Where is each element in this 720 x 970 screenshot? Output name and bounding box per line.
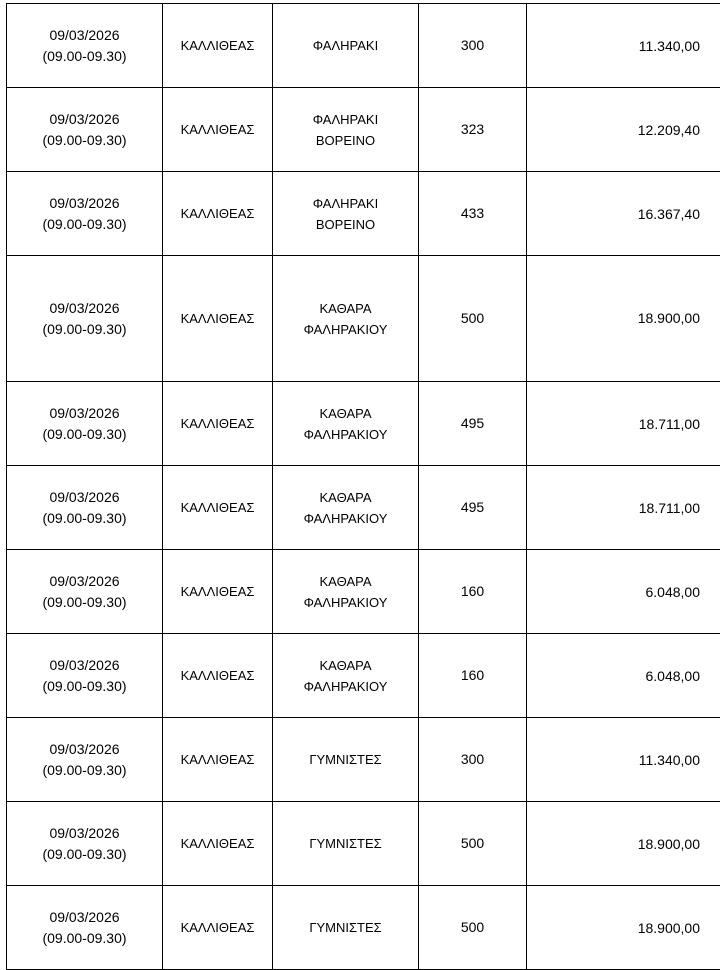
date-text: 09/03/2026 bbox=[49, 110, 120, 127]
amount-cell bbox=[527, 886, 720, 970]
date-cell bbox=[7, 256, 163, 382]
date-cell bbox=[7, 634, 163, 718]
municipality-cell: ΚΑΛΛΙΘΕΑΣ bbox=[163, 802, 273, 886]
municipality-cell: ΚΑΛΛΙΘΕΑΣ bbox=[163, 886, 273, 970]
amount-cell bbox=[527, 256, 720, 382]
date-cell bbox=[7, 382, 163, 466]
time-text: (09.00-09.30) bbox=[42, 47, 127, 64]
table-row bbox=[7, 802, 720, 886]
quantity-cell: 323 bbox=[419, 88, 527, 172]
amount-cell bbox=[527, 172, 720, 256]
amount-cell bbox=[527, 802, 720, 886]
municipality-cell: ΚΑΛΛΙΘΕΑΣ bbox=[163, 256, 273, 382]
date-cell bbox=[7, 4, 163, 88]
area-cell bbox=[273, 382, 419, 466]
area-cell bbox=[273, 550, 419, 634]
area-line-1: ΚΑΘΑΡΑ bbox=[319, 573, 372, 589]
time-text: (09.00-09.30) bbox=[42, 929, 127, 946]
area-line-2: ΦΑΛΗΡΑΚΙΟΥ bbox=[303, 678, 388, 694]
area-line-1: ΚΑΘΑΡΑ bbox=[319, 300, 372, 316]
date-text: 09/03/2026 bbox=[49, 404, 120, 421]
area-line-1: ΓΥΜΝΙΣΤΕΣ bbox=[309, 836, 382, 851]
date-cell bbox=[7, 466, 163, 550]
amount-text: 11.340,00 bbox=[638, 38, 700, 54]
time-text: (09.00-09.30) bbox=[42, 761, 127, 778]
area-line-1: ΓΥΜΝΙΣΤΕΣ bbox=[309, 752, 382, 767]
date-text: 09/03/2026 bbox=[49, 299, 120, 316]
municipality-cell: ΚΑΛΛΙΘΕΑΣ bbox=[163, 4, 273, 88]
municipality-cell: ΚΑΛΛΙΘΕΑΣ bbox=[163, 88, 273, 172]
quantity-cell: 300 bbox=[419, 718, 527, 802]
table-row bbox=[7, 466, 720, 550]
quantity-cell: 495 bbox=[419, 466, 527, 550]
date-text: 09/03/2026 bbox=[49, 194, 120, 211]
table-row bbox=[7, 382, 720, 466]
amount-cell bbox=[527, 466, 720, 550]
date-text: 09/03/2026 bbox=[49, 740, 120, 757]
table-row bbox=[7, 886, 720, 970]
amount-text: 12.209,40 bbox=[637, 122, 700, 138]
area-cell bbox=[273, 4, 419, 88]
area-cell bbox=[273, 802, 419, 886]
area-cell bbox=[273, 718, 419, 802]
time-text: (09.00-09.30) bbox=[42, 320, 127, 337]
area-line-1: ΚΑΘΑΡΑ bbox=[319, 405, 372, 421]
amount-text: 18.711,00 bbox=[638, 416, 700, 432]
date-text: 09/03/2026 bbox=[49, 26, 120, 43]
date-text: 09/03/2026 bbox=[49, 488, 120, 505]
amount-text: 16.367,40 bbox=[637, 206, 700, 222]
time-text: (09.00-09.30) bbox=[42, 677, 127, 694]
municipality-cell: ΚΑΛΛΙΘΕΑΣ bbox=[163, 718, 273, 802]
quantity-cell: 500 bbox=[419, 886, 527, 970]
amount-text: 6.048,00 bbox=[645, 584, 700, 600]
amount-text: 18.711,00 bbox=[638, 500, 700, 516]
area-cell bbox=[273, 634, 419, 718]
area-cell bbox=[273, 88, 419, 172]
quantity-cell: 300 bbox=[419, 4, 527, 88]
time-text: (09.00-09.30) bbox=[42, 131, 127, 148]
area-line-1: ΚΑΘΑΡΑ bbox=[319, 657, 372, 673]
date-cell bbox=[7, 88, 163, 172]
quantity-cell: 500 bbox=[419, 802, 527, 886]
amount-text: 11.340,00 bbox=[638, 752, 700, 768]
area-line-1: ΓΥΜΝΙΣΤΕΣ bbox=[309, 920, 382, 935]
quantity-cell: 500 bbox=[419, 256, 527, 382]
amount-text: 18.900,00 bbox=[637, 920, 700, 936]
area-line-1: ΦΑΛΗΡΑΚΙ bbox=[312, 111, 379, 127]
date-cell bbox=[7, 802, 163, 886]
amount-cell bbox=[527, 88, 720, 172]
area-line-2: ΦΑΛΗΡΑΚΙΟΥ bbox=[303, 321, 388, 337]
amount-cell bbox=[527, 634, 720, 718]
date-cell bbox=[7, 718, 163, 802]
municipality-cell: ΚΑΛΛΙΘΕΑΣ bbox=[163, 550, 273, 634]
area-line-2: ΒΟΡΕΙΝΟ bbox=[315, 132, 376, 148]
amount-text: 18.900,00 bbox=[637, 310, 700, 326]
area-line-2: ΦΑΛΗΡΑΚΙΟΥ bbox=[303, 510, 388, 526]
time-text: (09.00-09.30) bbox=[42, 509, 127, 526]
amount-cell bbox=[527, 550, 720, 634]
amount-text: 18.900,00 bbox=[637, 836, 700, 852]
table-row bbox=[7, 718, 720, 802]
time-text: (09.00-09.30) bbox=[42, 215, 127, 232]
area-line-1: ΚΑΘΑΡΑ bbox=[319, 489, 372, 505]
area-line-2: ΒΟΡΕΙΝΟ bbox=[315, 216, 376, 232]
table-row bbox=[7, 550, 720, 634]
amount-cell bbox=[527, 4, 720, 88]
quantity-cell: 160 bbox=[419, 550, 527, 634]
date-text: 09/03/2026 bbox=[49, 908, 120, 925]
area-cell bbox=[273, 256, 419, 382]
area-line-2: ΦΑΛΗΡΑΚΙΟΥ bbox=[303, 426, 388, 442]
area-cell bbox=[273, 886, 419, 970]
table-row bbox=[7, 88, 720, 172]
quantity-cell: 160 bbox=[419, 634, 527, 718]
amount-text: 6.048,00 bbox=[645, 668, 700, 684]
table-row bbox=[7, 256, 720, 382]
date-text: 09/03/2026 bbox=[49, 656, 120, 673]
table-row bbox=[7, 172, 720, 256]
area-line-2: ΦΑΛΗΡΑΚΙΟΥ bbox=[303, 594, 388, 610]
municipality-cell: ΚΑΛΛΙΘΕΑΣ bbox=[163, 634, 273, 718]
municipality-cell: ΚΑΛΛΙΘΕΑΣ bbox=[163, 172, 273, 256]
municipality-cell: ΚΑΛΛΙΘΕΑΣ bbox=[163, 466, 273, 550]
time-text: (09.00-09.30) bbox=[42, 845, 127, 862]
date-cell bbox=[7, 172, 163, 256]
date-cell bbox=[7, 550, 163, 634]
table-row bbox=[7, 4, 720, 88]
data-table bbox=[6, 3, 720, 970]
area-cell bbox=[273, 172, 419, 256]
area-cell bbox=[273, 466, 419, 550]
time-text: (09.00-09.30) bbox=[42, 593, 127, 610]
quantity-cell: 495 bbox=[419, 382, 527, 466]
date-text: 09/03/2026 bbox=[49, 824, 120, 841]
amount-cell bbox=[527, 718, 720, 802]
amount-cell bbox=[527, 382, 720, 466]
municipality-cell: ΚΑΛΛΙΘΕΑΣ bbox=[163, 382, 273, 466]
quantity-cell: 433 bbox=[419, 172, 527, 256]
area-line-1: ΦΑΛΗΡΑΚΙ bbox=[312, 38, 379, 53]
time-text: (09.00-09.30) bbox=[42, 425, 127, 442]
table-row bbox=[7, 634, 720, 718]
date-text: 09/03/2026 bbox=[49, 572, 120, 589]
area-line-1: ΦΑΛΗΡΑΚΙ bbox=[312, 195, 379, 211]
date-cell bbox=[7, 886, 163, 970]
